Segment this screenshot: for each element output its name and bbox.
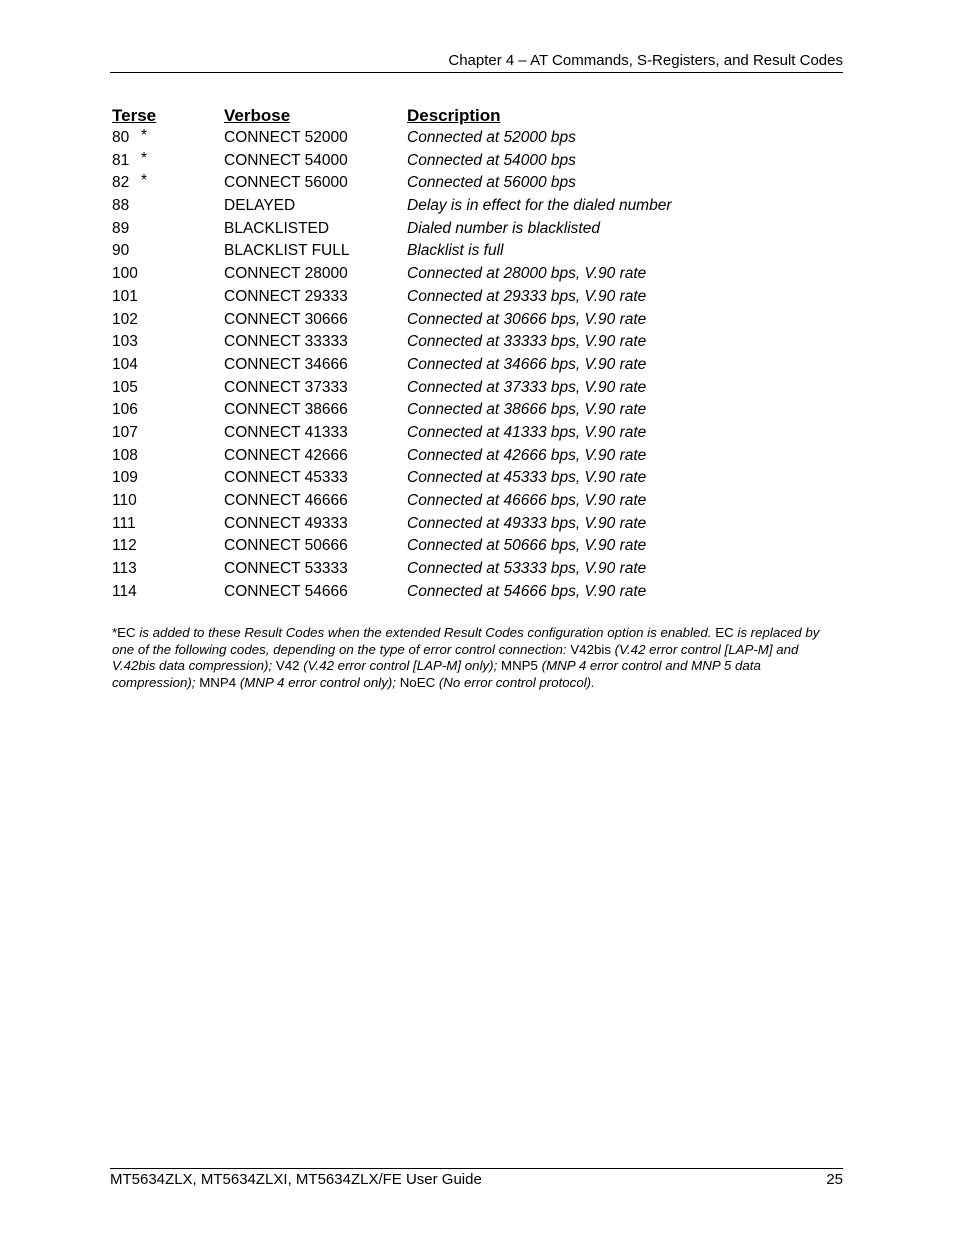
footnote-segment: (V.42 error control [LAP-M] and V.42bis data compression); bbox=[112, 641, 799, 674]
code-description: Connected at 52000 bps bbox=[407, 129, 576, 146]
table-row bbox=[112, 354, 843, 377]
verbose-code: CONNECT 54000 bbox=[224, 151, 348, 169]
footnote-segment: EC bbox=[715, 625, 734, 640]
verbose-code: BLACKLISTED bbox=[224, 219, 330, 237]
verbose-code: CONNECT 52000 bbox=[224, 129, 348, 146]
terse-code: 89 bbox=[112, 219, 130, 237]
table-row bbox=[112, 150, 843, 173]
code-description: Connected at 46666 bps, V.90 rate bbox=[407, 492, 647, 509]
table-header-row bbox=[112, 105, 843, 127]
table-row bbox=[112, 127, 843, 150]
code-description: Dialed number is blacklisted bbox=[407, 219, 600, 237]
table-row bbox=[112, 377, 843, 400]
table-row bbox=[112, 445, 843, 468]
verbose-code: CONNECT 33333 bbox=[224, 333, 348, 351]
footnote-segment: MNP5 bbox=[501, 658, 538, 674]
footnote-segment: is replaced by one of the following codes, depending on the type of error control connection: bbox=[112, 625, 820, 657]
terse-code: 82 bbox=[112, 174, 130, 192]
verbose-code: CONNECT 34666 bbox=[224, 355, 348, 373]
footnote-segment: (MNP 4 error control only); bbox=[236, 674, 400, 690]
page-footer bbox=[110, 1171, 843, 1189]
table-row bbox=[112, 513, 843, 536]
verbose-code: CONNECT 46666 bbox=[224, 492, 348, 509]
terse-code: 81 bbox=[112, 151, 130, 169]
table-row bbox=[112, 399, 843, 422]
result-codes-table bbox=[112, 105, 843, 603]
terse-code: 101 bbox=[112, 287, 138, 305]
code-description: Connected at 56000 bps bbox=[407, 174, 576, 192]
code-description: Connected at 33333 bps, V.90 rate bbox=[407, 333, 647, 351]
verbose-code: BLACKLIST FULL bbox=[224, 242, 350, 260]
verbose-code: CONNECT 30666 bbox=[224, 310, 348, 328]
table-row bbox=[112, 535, 843, 558]
code-description: Connected at 28000 bps, V.90 rate bbox=[407, 265, 647, 283]
code-description: Connected at 49333 bps, V.90 rate bbox=[407, 514, 647, 532]
verbose-code: CONNECT 42666 bbox=[224, 446, 348, 464]
page-header: Chapter 4 – AT Commands, S-Registers, and Result Codes bbox=[448, 52, 843, 69]
terse-code: 102 bbox=[112, 310, 138, 328]
code-description: Connected at 34666 bps, V.90 rate bbox=[407, 355, 647, 373]
verbose-code: CONNECT 50666 bbox=[224, 537, 348, 555]
footer-divider bbox=[110, 1168, 843, 1169]
footnote-segment: V42bis bbox=[570, 641, 611, 657]
table-row bbox=[112, 331, 843, 354]
footnote-segment: (No error control protocol). bbox=[435, 674, 595, 690]
terse-code: 113 bbox=[112, 560, 137, 578]
table-row bbox=[112, 172, 843, 195]
footnote-segment: V42 bbox=[275, 658, 300, 674]
terse-code: 107 bbox=[112, 423, 138, 441]
terse-code: 114 bbox=[112, 582, 137, 600]
table-row bbox=[112, 309, 843, 332]
table-row bbox=[112, 218, 843, 241]
table-row bbox=[112, 581, 843, 604]
table-row bbox=[112, 490, 843, 513]
terse-code: 112 bbox=[112, 537, 137, 555]
terse-code: 90 bbox=[112, 242, 130, 260]
verbose-code: CONNECT 29333 bbox=[224, 287, 348, 305]
terse-code: 109 bbox=[112, 469, 138, 487]
terse-code: 106 bbox=[112, 401, 138, 419]
terse-code: 100 bbox=[112, 265, 138, 283]
code-description: Connected at 54666 bps, V.90 rate bbox=[407, 582, 647, 600]
footnote-segment: NoEC bbox=[399, 674, 436, 690]
verbose-code: CONNECT 45333 bbox=[224, 469, 348, 487]
verbose-code: CONNECT 49333 bbox=[224, 514, 348, 532]
verbose-code: CONNECT 54666 bbox=[224, 582, 348, 600]
column-header-terse: Terse bbox=[112, 106, 157, 125]
footnote-marker: * bbox=[141, 149, 148, 167]
terse-code: 110 bbox=[112, 492, 137, 509]
table-row bbox=[112, 286, 843, 309]
code-description: Connected at 42666 bps, V.90 rate bbox=[407, 446, 647, 464]
code-description: Blacklist is full bbox=[407, 242, 504, 260]
terse-code: 88 bbox=[112, 197, 130, 215]
footnote-marker: * bbox=[141, 172, 148, 190]
code-description: Connected at 37333 bps, V.90 rate bbox=[407, 378, 647, 396]
footnote-segment: is added to these Result Codes when the extended Result Codes configuration option is enabled. bbox=[135, 625, 716, 640]
terse-code: 103 bbox=[112, 333, 138, 351]
column-header-verbose: Verbose bbox=[224, 106, 291, 125]
verbose-code: CONNECT 37333 bbox=[224, 378, 348, 396]
footnote-segment: (V.42 error control [LAP-M] only); bbox=[299, 658, 501, 674]
footnote-segment: (MNP 4 error control and MNP 5 data compression); bbox=[112, 658, 761, 690]
page-number: 25 bbox=[826, 1171, 843, 1188]
verbose-code: CONNECT 53333 bbox=[224, 560, 348, 578]
code-description: Connected at 53333 bps, V.90 rate bbox=[407, 560, 647, 578]
verbose-code: CONNECT 41333 bbox=[224, 423, 348, 441]
code-description: Connected at 54000 bps bbox=[407, 151, 576, 169]
verbose-code: CONNECT 38666 bbox=[224, 401, 348, 419]
code-description: Delay is in effect for the dialed number bbox=[407, 197, 672, 215]
footnote-marker: * bbox=[141, 127, 148, 144]
verbose-code: CONNECT 56000 bbox=[224, 174, 348, 192]
table-row bbox=[112, 263, 843, 286]
column-header-description: Description bbox=[407, 106, 501, 125]
table-row bbox=[112, 195, 843, 218]
footnote bbox=[112, 625, 844, 691]
code-description: Connected at 38666 bps, V.90 rate bbox=[407, 401, 647, 419]
code-description: Connected at 41333 bps, V.90 rate bbox=[407, 423, 647, 441]
code-description: Connected at 29333 bps, V.90 rate bbox=[407, 287, 647, 305]
verbose-code: DELAYED bbox=[224, 197, 296, 215]
terse-code: 105 bbox=[112, 378, 138, 396]
table-row bbox=[112, 422, 843, 445]
guide-title: MT5634ZLX, MT5634ZLXI, MT5634ZLX/FE User Guide bbox=[110, 1171, 482, 1188]
code-description: Connected at 50666 bps, V.90 rate bbox=[407, 537, 647, 555]
footnote-segment: MNP4 bbox=[199, 674, 237, 690]
footnote-segment: *EC bbox=[112, 625, 136, 640]
table-row bbox=[112, 467, 843, 490]
terse-code: 111 bbox=[112, 514, 136, 532]
table-row bbox=[112, 240, 843, 263]
code-description: Connected at 30666 bps, V.90 rate bbox=[407, 310, 647, 328]
terse-code: 108 bbox=[112, 446, 138, 464]
table-row bbox=[112, 558, 843, 581]
terse-code: 104 bbox=[112, 355, 138, 373]
verbose-code: CONNECT 28000 bbox=[224, 265, 348, 283]
code-description: Connected at 45333 bps, V.90 rate bbox=[407, 469, 647, 487]
header-divider bbox=[110, 72, 843, 73]
table-body bbox=[112, 127, 843, 603]
terse-code: 80 bbox=[112, 129, 130, 146]
